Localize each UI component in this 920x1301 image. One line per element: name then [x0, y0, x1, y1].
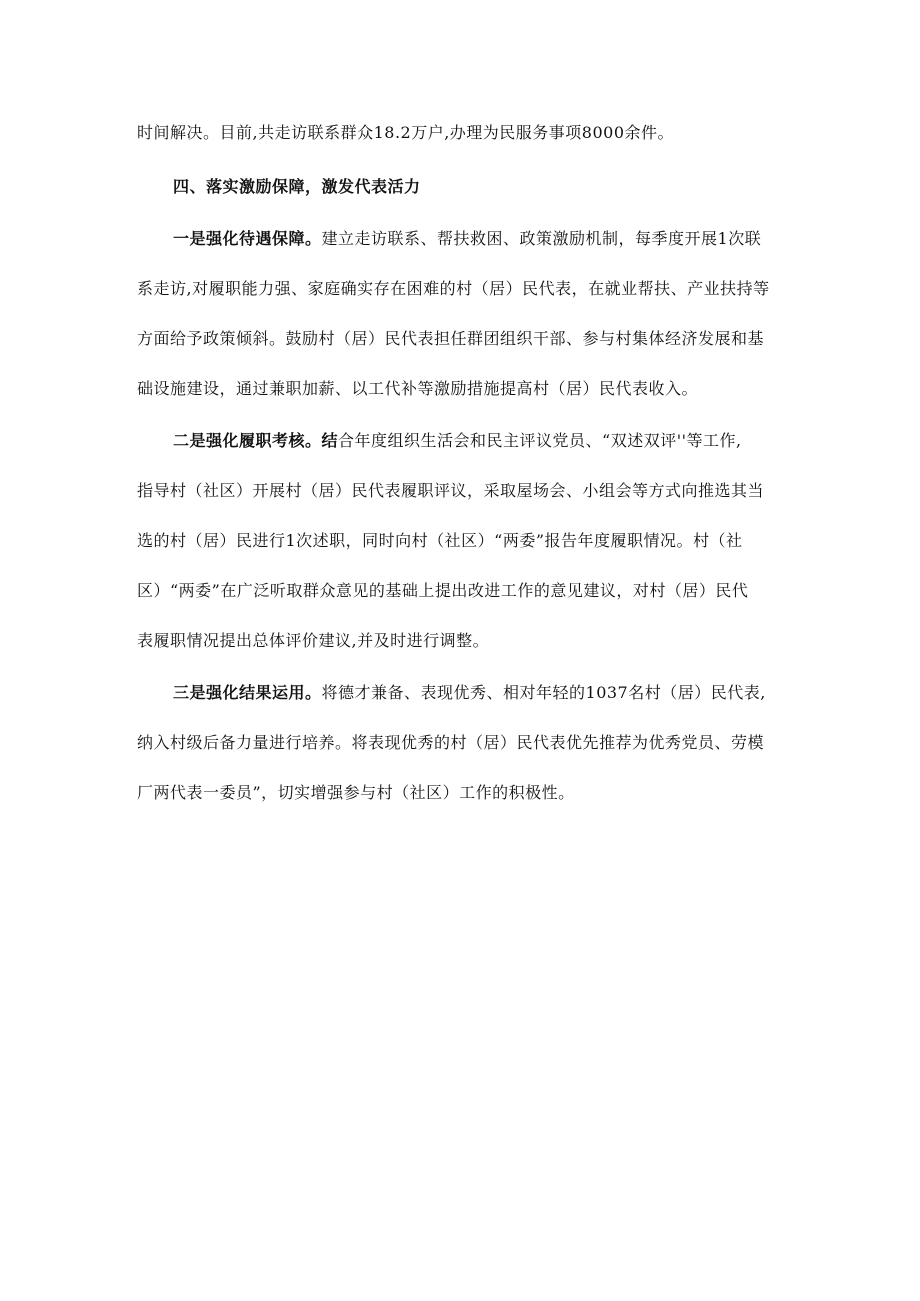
paragraph-line: 厂两代表一委员”，切实增强参与村（社区）工作的积极性。	[137, 783, 575, 802]
paragraph-line: 础设施建设，通过兼职加薪、以工代补等激励措施提高村（居）民代表收入。	[137, 379, 699, 398]
paragraph-result-application	[137, 680, 793, 806]
paragraph-line	[137, 226, 793, 252]
paragraph-line: 区）“两委”在广泛听取群众意见的基础上提出改进工作的意见建议，对村（居）民代	[137, 581, 749, 600]
top-fragment-line: 时间解决。目前,共走访联系群众18.2万户,办理为民服务事项8000余件。	[137, 123, 675, 142]
paragraph-line: 方面给予政策倾斜。鼓励村（居）民代表担任群团组织干部、参与村集体经济发展和基	[137, 329, 765, 348]
paragraph-performance-assessment	[137, 428, 793, 654]
paragraph-line: 纳入村级后备力量进行培养。将表现优秀的村（居）民代表优先推荐为优秀党员、劳模	[137, 733, 765, 752]
paragraph-text: 将德才兼备、表现优秀、相对年轻的1037名村（居）民代表,	[321, 683, 766, 702]
document-page	[137, 120, 793, 806]
paragraph-line: 选的村（居）民进行1次述职，同时向村（社区）“两委”报告年度履职情况。村（社	[137, 531, 743, 550]
paragraph-text: 建立走访联系、帮扶救困、政策激励机制，每季度开展1次联	[321, 229, 762, 248]
paragraph-lead: 二是强化履职考核。结	[173, 431, 339, 450]
paragraph-line	[137, 428, 793, 454]
paragraph-line	[137, 680, 793, 706]
paragraph-line: 表履职情况提出总体评价建议,并及时进行调整。	[137, 631, 490, 650]
paragraph-treatment-guarantee	[137, 226, 793, 402]
paragraph-line: 系走访,对履职能力强、家庭确实存在困难的村（居）民代表，在就业帮扶、产业扶持等	[137, 279, 770, 298]
paragraph-lead: 一是强化待遇保障。	[173, 229, 322, 248]
paragraph-line: 指导村（社区）开展村（居）民代表履职评议，采取屋场会、小组会等方式向推选其当	[137, 481, 765, 500]
paragraph-text: 合年度组织生活会和民主评议党员、“双述双评''等工作,	[338, 431, 742, 450]
section-heading: 四、落实激励保障，激发代表活力	[173, 177, 421, 196]
paragraph-lead: 三是强化结果运用。	[173, 683, 322, 702]
